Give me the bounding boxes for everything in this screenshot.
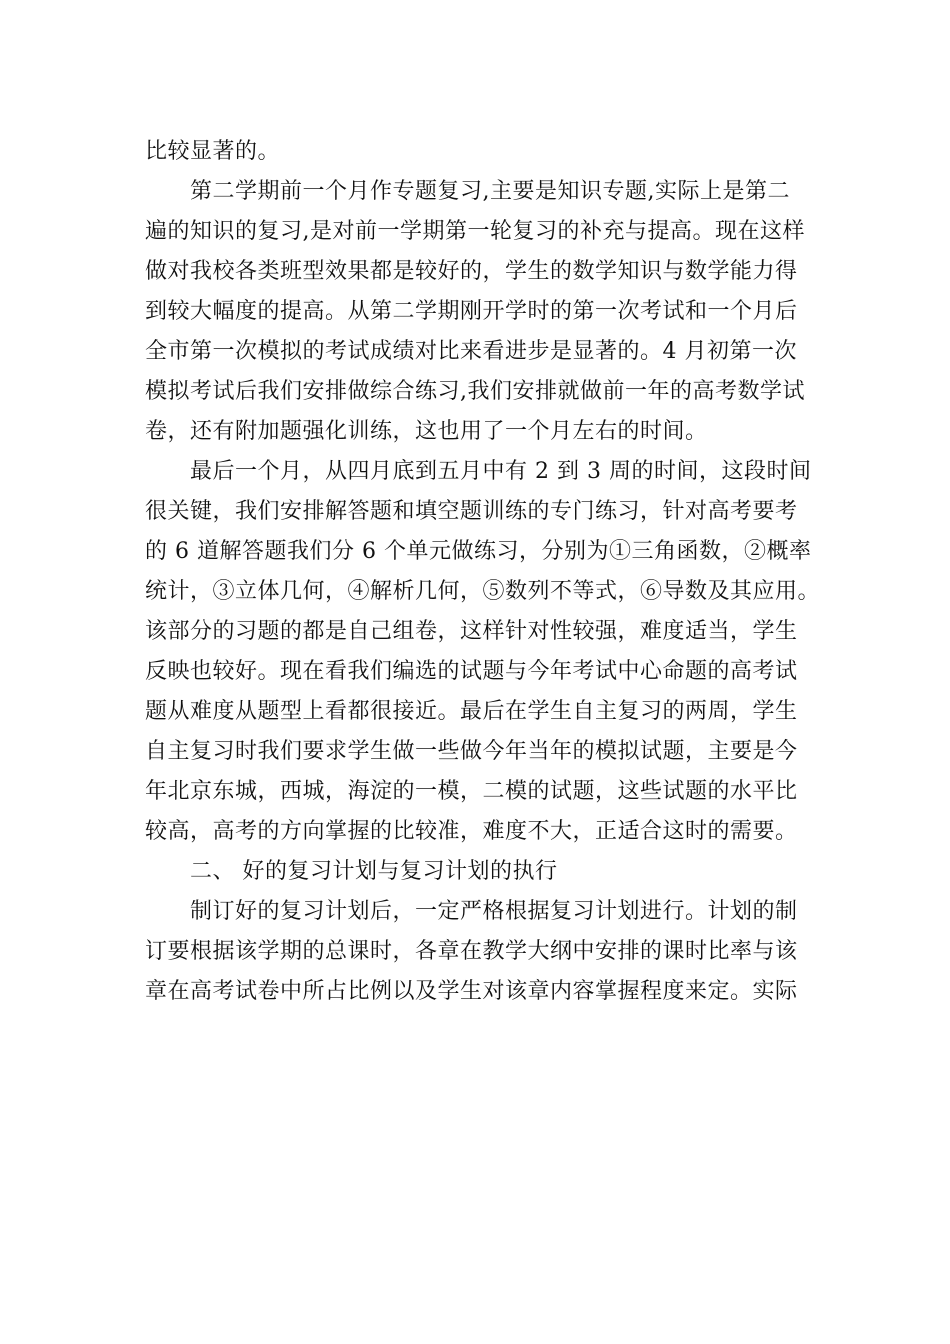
- paragraph-start-line: 制订好的复习计划后，一定严格根据复习计划进行。计划的制: [190, 899, 798, 924]
- body-text: [145, 132, 821, 1012]
- text-line: 卷，还有附加题强化训练，这也用了一个月左右的时间。: [145, 419, 708, 444]
- text-line: 遍的知识的复习,是对前一学期第一轮复习的补充与提高。现在这样: [145, 219, 805, 244]
- text-line: 反映也较好。现在看我们编选的试题与今年考试中心命题的高考试: [145, 659, 798, 684]
- text-line: 该部分的习题的都是自己组卷，这样针对性较强，难度适当，学生: [145, 619, 798, 644]
- paragraph-start-line: 第二学期前一个月作专题复习,主要是知识专题,实际上是第二: [190, 179, 790, 204]
- text-line: 订要根据该学期的总课时，各章在教学大纲中安排的课时比率与该: [145, 939, 798, 964]
- text-line: 自主复习时我们要求学生做一些做今年当年的模拟试题，主要是今: [145, 739, 798, 764]
- text-line: 的 6 道解答题我们分 6 个单元做练习，分别为①三角函数，②概率: [145, 539, 812, 564]
- text-line: 比较显著的。: [145, 139, 281, 164]
- section-heading: 二、 好的复习计划与复习计划的执行: [190, 859, 558, 884]
- text-line: 较高，高考的方向掌握的比较准，难度不大，正适合这时的需要。: [145, 819, 798, 844]
- text-line: 统计，③立体几何，④解析几何，⑤数列不等式，⑥导数及其应用。: [145, 579, 821, 604]
- text-line: 很关键，我们安排解答题和填空题训练的专门练习，针对高考要考: [145, 499, 798, 524]
- text-line: 做对我校各类班型效果都是较好的，学生的数学知识与数学能力得: [145, 259, 798, 284]
- text-line: 全市第一次模拟的考试成绩对比来看进步是显著的。4 月初第一次: [145, 339, 797, 364]
- text-line: 模拟考试后我们安排做综合练习,我们安排就做前一年的高考数学试: [145, 379, 805, 404]
- text-line: 年北京东城，西城，海淀的一模，二模的试题，这些试题的水平比: [145, 779, 798, 804]
- text-line: 题从难度从题型上看都很接近。最后在学生自主复习的两周，学生: [145, 699, 798, 724]
- text-line: 章在高考试卷中所占比例以及学生对该章内容掌握程度来定。实际: [145, 979, 798, 1004]
- paragraph-start-line: 最后一个月，从四月底到五月中有 2 到 3 周的时间，这段时间: [190, 459, 812, 484]
- text-line: 到较大幅度的提高。从第二学期刚开学时的第一次考试和一个月后: [145, 299, 798, 324]
